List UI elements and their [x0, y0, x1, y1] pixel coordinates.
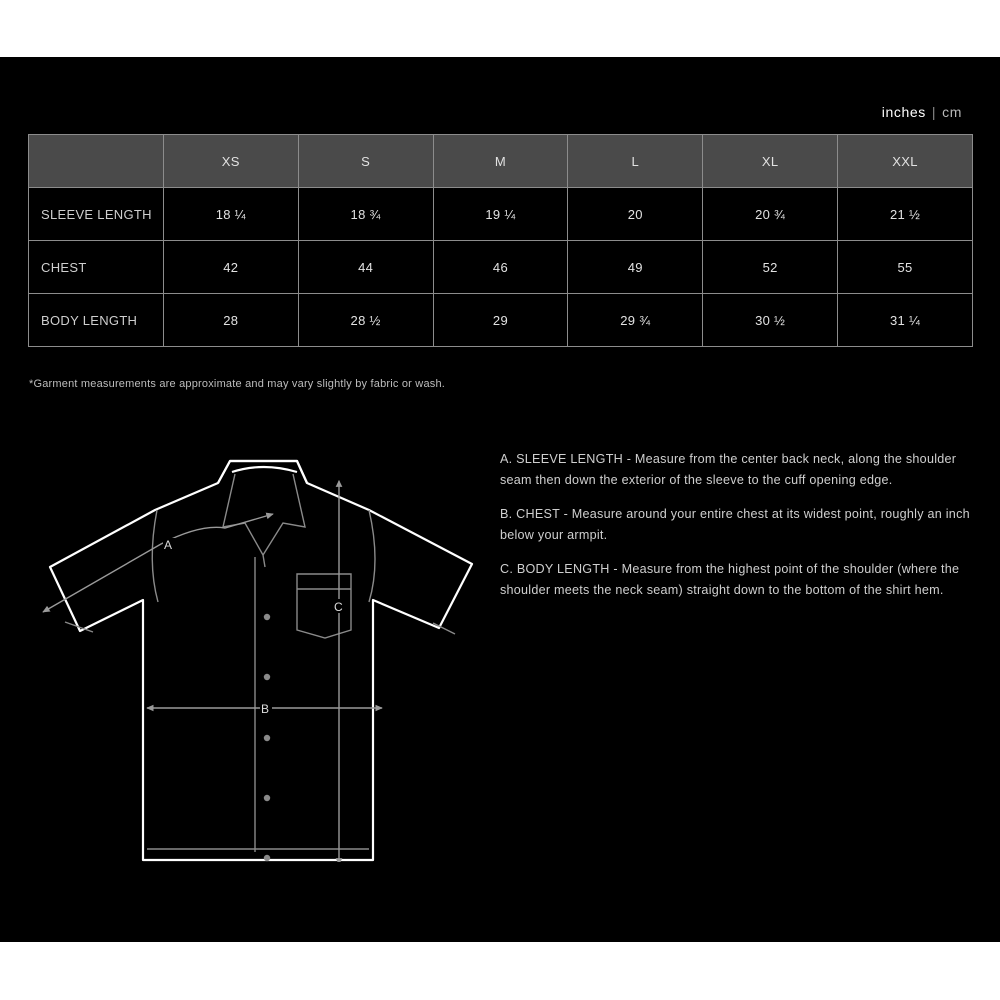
table-cell: 29 [433, 294, 568, 347]
size-table [28, 134, 973, 347]
measurement-instructions [500, 449, 970, 614]
table-header-cell: XL [703, 135, 838, 188]
table-cell: 20 [568, 188, 703, 241]
table-cell: 20 ¾ [703, 188, 838, 241]
table-cell: 55 [838, 241, 973, 294]
shirt-buttons [264, 614, 270, 861]
table-cell: 31 ¼ [838, 294, 973, 347]
table-header-cell [29, 135, 164, 188]
table-cell: 44 [298, 241, 433, 294]
table-cell: 21 ½ [838, 188, 973, 241]
instruction-sleeve-length: A. SLEEVE LENGTH - Measure from the center back neck, along the shoulder seam then down the exterior of the sleeve to the cuff opening edge. [500, 452, 957, 487]
measurement-arrows [43, 481, 382, 862]
row-label: CHEST [29, 241, 164, 294]
label-a: A [164, 538, 173, 552]
label-b: B [261, 702, 270, 716]
table-header-cell: L [568, 135, 703, 188]
unit-inches-option[interactable]: inches [881, 104, 926, 120]
unit-cm-option[interactable]: cm [942, 104, 962, 120]
table-cell: 46 [433, 241, 568, 294]
unit-toggle [882, 104, 962, 120]
table-cell: 42 [163, 241, 298, 294]
table-row [29, 294, 973, 347]
table-header-row [29, 135, 973, 188]
table-header-cell: S [298, 135, 433, 188]
table-cell: 29 ¾ [568, 294, 703, 347]
table-cell: 18 ¼ [163, 188, 298, 241]
table-row [29, 241, 973, 294]
shirt-diagram [35, 452, 475, 862]
row-label: SLEEVE LENGTH [29, 188, 164, 241]
instruction-body-length: C. BODY LENGTH - Measure from the highest point of the shoulder (where the shoulder meets the neck seam) straight down to the bottom of the shirt hem. [500, 562, 960, 597]
sleeve-length-arrow [43, 514, 273, 612]
table-cell: 30 ½ [703, 294, 838, 347]
unit-separator: | [931, 104, 937, 120]
table-cell: 49 [568, 241, 703, 294]
table-cell: 52 [703, 241, 838, 294]
table-row [29, 188, 973, 241]
shirt-details [65, 474, 455, 852]
instruction-chest: B. CHEST - Measure around your entire chest at its widest point, roughly an inch below your armpit. [500, 507, 970, 542]
table-cell: 28 [163, 294, 298, 347]
table-header-cell: XS [163, 135, 298, 188]
shirt-outline [50, 461, 472, 860]
table-header-cell: XXL [838, 135, 973, 188]
measurement-note: *Garment measurements are approximate and may vary slightly by fabric or wash. [29, 378, 446, 390]
table-cell: 19 ¼ [433, 188, 568, 241]
label-c: C [334, 600, 343, 614]
row-label: BODY LENGTH [29, 294, 164, 347]
size-chart-panel [0, 57, 1000, 942]
table-cell: 28 ½ [298, 294, 433, 347]
table-header-cell: M [433, 135, 568, 188]
table-cell: 18 ¾ [298, 188, 433, 241]
